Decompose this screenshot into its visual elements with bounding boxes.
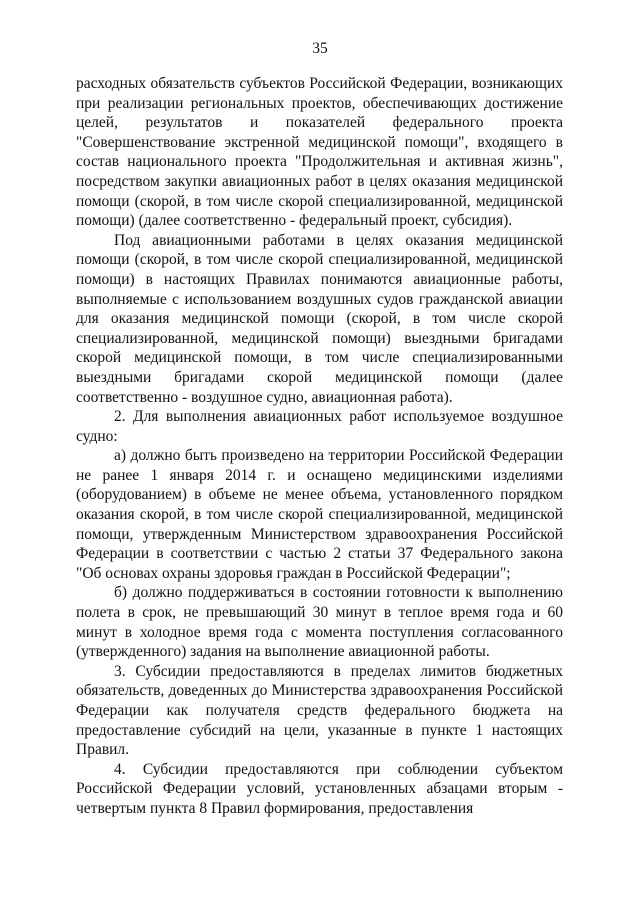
paragraph-clause-2: 2. Для выполнения авиационных работ используемое воздушное судно:: [76, 408, 563, 445]
paragraph-continuation: расходных обязательств субъектов Российской Федерации, возникающих при реализации региональных проектов, обеспечивающих достижение целей, результатов и показателей федерального проекта "Совершенствование экстренной медицинской помощи", входящего в состав национального проекта "Продолжительная и активная жизнь", посредством закупки авиационных работ в целях оказания медицинской помощи (скорой, в том числе скорой специализированной, медицинской помощи) (далее соответственно - федеральный проект, субсидия).: [76, 75, 563, 230]
paragraph-aviation-works-definition: Под авиационными работами в целях оказания медицинской помощи (скорой, в том числе скорой специализированной, медицинской помощи) в настоящих Правилах понимаются авиационные работы, выполняемые с использованием воздушных судов гражданской авиации для оказания медицинской помощи (скорой, в том числе скорой специализированной, медицинской помощи) выездными бригадами скорой медицинской помощи, в том числе специализированными выездными бригадами скорой медицинской помощи (далее соответственно - воздушное судно, авиационная работа).: [76, 231, 563, 406]
paragraph-clause-3: 3. Субсидии предоставляются в пределах лимитов бюджетных обязательств, доведенных до Министерства здравоохранения Российской Федерации как получателя средств федерального бюджета на предоставление субсидий на цели, указанные в пункте 1 настоящих Правил.: [76, 662, 563, 759]
paragraph-clause-4: 4. Субсидии предоставляются при соблюдении субъектом Российской Федерации условий, установленных абзацами вторым - четвертым пункта 8 Правил формирования, предоставления: [76, 760, 563, 817]
paragraph-subclause-a: а) должно быть произведено на территории Российской Федерации не ранее 1 января 2014 г. и оснащено медицинскими изделиями (оборудованием) в объеме не менее объема, установленного порядком оказания скорой, в том числе скорой специализированной, медицинской помощи, утвержденным Министерством здравоохранения Российской Федерации в соответствии с частью 2 статьи 37 Федерального закона "Об основах охраны здоровья граждан в Российской Федерации";: [76, 447, 563, 582]
document-body: [76, 74, 563, 819]
page-number: 35: [312, 40, 328, 57]
paragraph-subclause-b: б) должно поддерживаться в состоянии готовности к выполнению полета в срок, не превышающий 30 минут в теплое время года и 60 минут в холодное время года с момента поступления согласованного (утвержденного) задания на выполнение авиационной работы.: [76, 584, 563, 661]
